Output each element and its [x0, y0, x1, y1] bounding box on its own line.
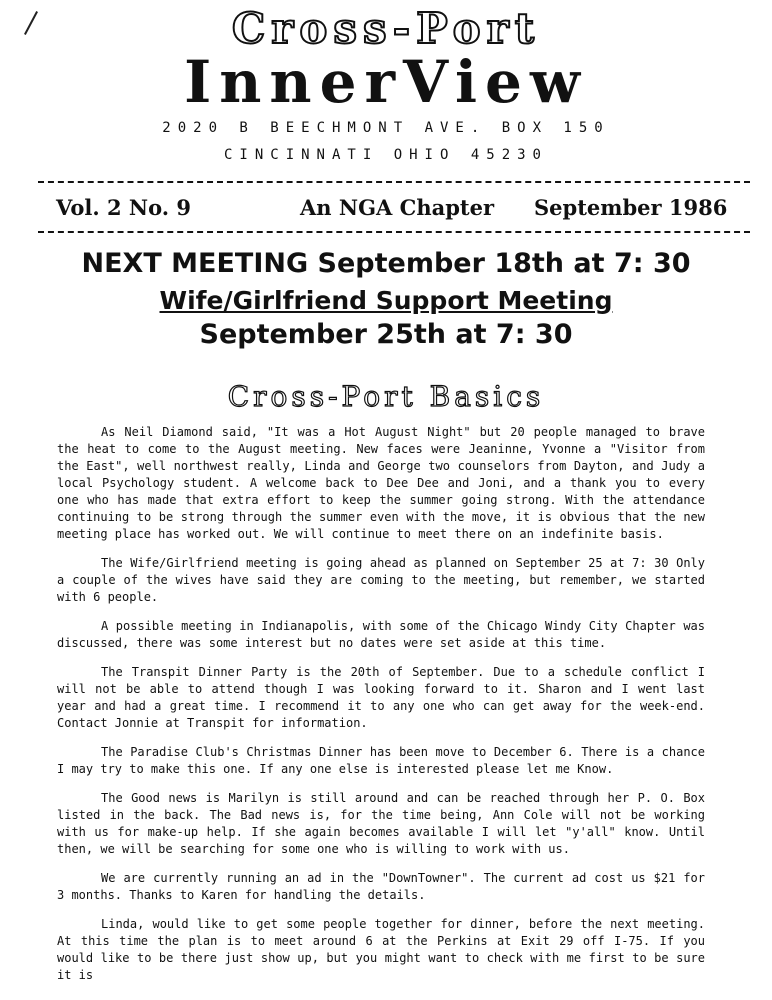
chapter-label: An NGA Chapter: [300, 195, 495, 220]
masthead-title-line2: InnerView: [184, 48, 588, 116]
issue-info-row: [56, 194, 756, 222]
issue-date: September 1986: [534, 195, 728, 220]
issue-volume: Vol. 2 No. 9: [56, 195, 191, 220]
city-address: CINCINNATI OHIO 45230: [223, 147, 548, 163]
paragraph-august-meeting: As Neil Diamond said, "It was a Hot August Night" but 20 people managed to brave the heat to come to the August meeting. New faces were Jeaninne, Yvonne a "Visitor from the East", well northwest really, Linda and George two counselors from Dayton, and Judy a local Psychology student. A welcome back to Dee Dee and Joni, and a thank you to every one who has made that extra effort to keep the summer going strong. With the attendance continuing to be strong through the summer even with the move, it is obvious that the new meeting place has worked out. We will continue to meet there on an indefinite basis.: [57, 425, 705, 541]
next-meeting-headline: NEXT MEETING September 18th at 7: 30: [81, 248, 691, 279]
paragraph-transpit: The Transpit Dinner Party is the 20th of September. Due to a schedule conflict I will not be able to attend though I was looking forward to it. Sharon and I went last year and had a great time. I recommend it to any one who can get away for the week-end. Contact Jonnie at Transpit for information.: [57, 665, 705, 730]
paragraph-indianapolis: A possible meeting in Indianapolis, with some of the Chicago Windy City Chapter was discussed, there was some interest but no dates were set aside at this time.: [57, 619, 705, 650]
paragraph-wife-girlfriend: The Wife/Girlfriend meeting is going ahead as planned on September 25 at 7: 30 Only a couple of the wives have said they are coming to the meeting, but remember, we started with 6 people.: [57, 556, 705, 604]
paragraph-paradise-club: The Paradise Club's Christmas Dinner has been move to December 6. There is a chance I may try to make this one. If any one else is interested please let me Know.: [57, 745, 705, 776]
paragraph-dinner-plan: Linda, would like to get some people together for dinner, before the next meeting. At this time the plan is to meet around 6 at the Perkins at Exit 29 off I-75. If you would like to be there just show up, but you might want to check with me first to be sure it is: [57, 917, 705, 982]
dashed-divider-bottom: [38, 231, 750, 233]
masthead-title-line1: Cross-Port: [231, 4, 541, 53]
paragraph-downtowner-ad: We are currently running an ad in the "DownTowner". The current ad cost us $21 for 3 months. Thanks to Karen for handling the details.: [57, 871, 705, 902]
dashed-divider-top: [38, 181, 750, 183]
section-title: Cross-Port Basics: [227, 380, 545, 413]
paragraph-makeup-help: The Good news is Marilyn is still around and can be reached through her P. O. Box listed in the back. The Bad news is, for the time being, Ann Cole will not be working with us for make-up help. If she again becomes available I will let "y'all" know. Until then, we will be searching for some one who is willing to work with us.: [57, 791, 705, 856]
support-meeting-date: September 25th at 7: 30: [199, 319, 573, 350]
street-address: 2020 B BEECHMONT AVE. BOX 150: [162, 120, 610, 136]
support-meeting-headline: Wife/Girlfriend Support Meeting: [159, 286, 613, 315]
article-body: [57, 424, 705, 996]
